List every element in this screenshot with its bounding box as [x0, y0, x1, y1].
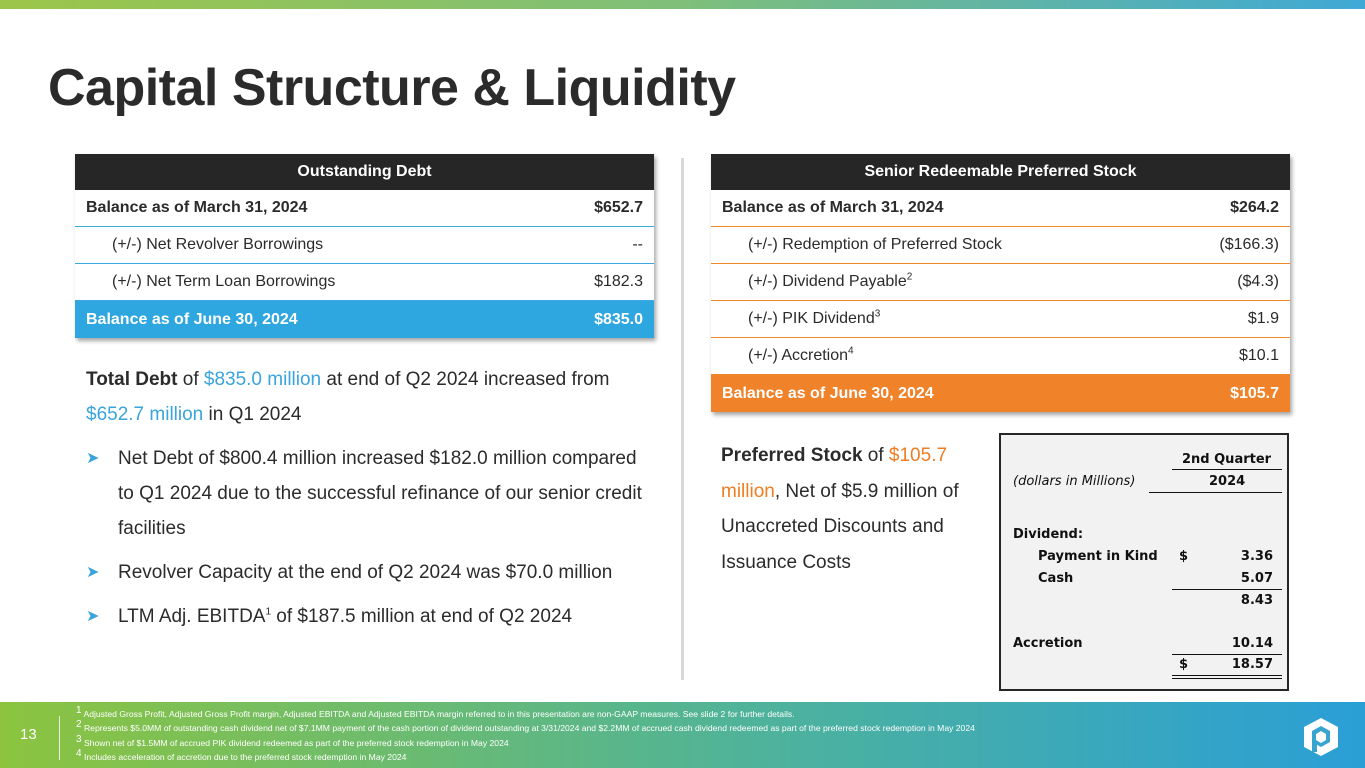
row-label: Balance as of June 30, 2024: [86, 310, 298, 328]
row-value: $10.1: [1238, 347, 1279, 364]
footnote: [76, 721, 975, 735]
year-header: 2024: [1209, 474, 1246, 489]
preferred-summary: [721, 438, 983, 580]
row-label: [722, 310, 880, 328]
outstanding-debt-table: [75, 154, 654, 338]
footnote-ref: 4: [848, 345, 854, 357]
pik-label: Payment in Kind: [1038, 549, 1158, 564]
arrow-bullet-icon: ➤: [86, 608, 100, 625]
footnote: [76, 733, 975, 750]
year-rule: [1149, 492, 1282, 493]
row-label-text: (+/-) Accretion: [748, 347, 849, 364]
cash-value: 5.07: [1240, 571, 1273, 586]
row-value: $182.3: [594, 273, 643, 290]
table-row: [711, 338, 1290, 375]
top-accent-bar: [0, 0, 1365, 9]
footnote-number: 1: [76, 705, 82, 717]
row-value: $1.9: [1247, 310, 1279, 327]
row-label: Balance as of June 30, 2024: [722, 384, 934, 402]
lead-bold: Total Debt: [86, 369, 178, 390]
row-label: Balance as of March 31, 2024: [722, 199, 944, 216]
debt-summary: [86, 362, 646, 634]
currency-symbol: $: [1179, 549, 1189, 564]
row-label: [722, 347, 854, 365]
footnote-text: Represents $5.0MM of outstanding cash dividend net of $7.1MM payment of the cash portion of dividend outstanding at 3/31/2024 and $2.2MM of accrued cash dividend redeemed as part of the preferred stock redemption in May 2024: [83, 723, 975, 734]
row-label-text: (+/-) Dividend Payable: [748, 273, 907, 290]
row-label-text: (+/-) PIK Dividend: [748, 310, 875, 327]
table-row: [75, 264, 654, 301]
arrow-bullet-icon: ➤: [86, 564, 100, 581]
row-label: [722, 273, 912, 291]
pik-value: 3.36: [1240, 549, 1273, 564]
amount-highlight: $835.0 million: [203, 369, 322, 390]
double-rule-bottom: [1172, 678, 1282, 679]
page-number: 13: [20, 726, 37, 743]
subtotal-value: 8.43: [1240, 593, 1273, 608]
lead-bold: Preferred Stock: [721, 445, 863, 466]
units-label: (dollars in Millions): [1013, 474, 1136, 489]
preferred-stock-table: [711, 154, 1290, 412]
row-value: $652.7: [594, 199, 643, 216]
header-rule: [1172, 469, 1282, 470]
dividend-breakdown-box: [999, 433, 1289, 691]
footnote-text: Shown net of $1.5MM of accrued PIK dividend redeemed as part of the preferred stock redemption in May 2024: [83, 737, 509, 748]
table-total-row: [75, 301, 654, 338]
footnote: [76, 750, 975, 764]
total-value: 18.57: [1231, 657, 1273, 672]
bullet-item: [86, 555, 646, 590]
text-span: , Net of $5.9 million of Unaccreted Discounts and Issuance Costs: [721, 480, 959, 573]
text-span: LTM Adj. EBITDA: [118, 606, 266, 627]
debt-summary-paragraph: [86, 362, 646, 432]
amount-highlight: $652.7 million: [86, 404, 204, 425]
company-logo-icon: [1301, 716, 1341, 758]
footer-bar: [0, 702, 1365, 768]
bullet-item: [86, 599, 646, 634]
table-total-row: [711, 375, 1290, 412]
accretion-label: Accretion: [1013, 636, 1083, 651]
row-value: $264.2: [1230, 199, 1279, 216]
amount-highlight: $105.7 million: [721, 445, 948, 502]
total-rule: [1172, 654, 1282, 655]
footnote-ref: 3: [874, 308, 881, 320]
row-value: $105.7: [1230, 384, 1279, 402]
cash-label: Cash: [1038, 571, 1074, 586]
row-label: (+/-) Net Revolver Borrowings: [112, 236, 324, 253]
text-span: of $187.5 million at end of Q2 2024: [271, 606, 573, 627]
footnote-number: 4: [76, 748, 82, 760]
table-row: [75, 190, 654, 227]
double-rule-top: [1172, 675, 1282, 676]
column-divider: [681, 158, 684, 680]
footnote-number: 2: [76, 719, 82, 731]
section-label: Dividend:: [1013, 527, 1084, 542]
table-row: [75, 227, 654, 264]
footnote-number: 3: [76, 733, 82, 745]
text-span: at end of Q2 2024 increased from: [321, 369, 610, 390]
footnote-text: Includes acceleration of accretion due to the preferred stock redemption in May 2024: [83, 752, 407, 763]
footer-separator: [59, 716, 60, 760]
table-row: [711, 301, 1290, 338]
row-value: ($4.3): [1237, 273, 1279, 290]
footnote-ref: 1: [265, 606, 272, 618]
footnote: [76, 707, 975, 721]
arrow-bullet-icon: ➤: [86, 450, 100, 467]
page-title: Capital Structure & Liquidity: [48, 59, 736, 117]
text-span: of: [862, 445, 889, 466]
bullet-text: Net Debt of $800.4 million increased $182.0 million compared to Q1 2024 due to the successful refinance of our senior credit facilities: [118, 448, 642, 539]
row-value: --: [632, 236, 643, 253]
bullet-text: Revolver Capacity at the end of Q2 2024 was $70.0 million: [118, 562, 613, 583]
bullet-item: [86, 441, 646, 546]
table-header: Senior Redeemable Preferred Stock: [711, 154, 1290, 190]
table-header: Outstanding Debt: [75, 154, 654, 190]
table-row: [711, 190, 1290, 227]
preferred-summary-paragraph: [721, 438, 983, 580]
currency-symbol: $: [1179, 657, 1189, 672]
row-label: Balance as of March 31, 2024: [86, 199, 308, 216]
text-span: in Q1 2024: [203, 404, 302, 425]
column-header: 2nd Quarter: [1182, 452, 1272, 467]
table-row: [711, 264, 1290, 301]
table-row: [711, 227, 1290, 264]
footnotes: [76, 707, 975, 765]
bullet-text: [118, 606, 572, 627]
subtotal-rule: [1172, 589, 1282, 590]
accretion-value: 10.14: [1231, 636, 1273, 651]
row-label: (+/-) Redemption of Preferred Stock: [748, 236, 1002, 253]
text-span: of: [177, 369, 204, 390]
row-value: ($166.3): [1219, 236, 1279, 253]
footnote-text: Adjusted Gross Profit, Adjusted Gross Profit margin, Adjusted EBITDA and Adjusted EBITDA margin referred to in this presentation are non-GAAP measures. See slide 2 for further details.: [83, 709, 795, 719]
row-label: (+/-) Net Term Loan Borrowings: [112, 273, 336, 290]
row-value: $835.0: [594, 310, 643, 328]
footnote-ref: 2: [906, 271, 913, 283]
